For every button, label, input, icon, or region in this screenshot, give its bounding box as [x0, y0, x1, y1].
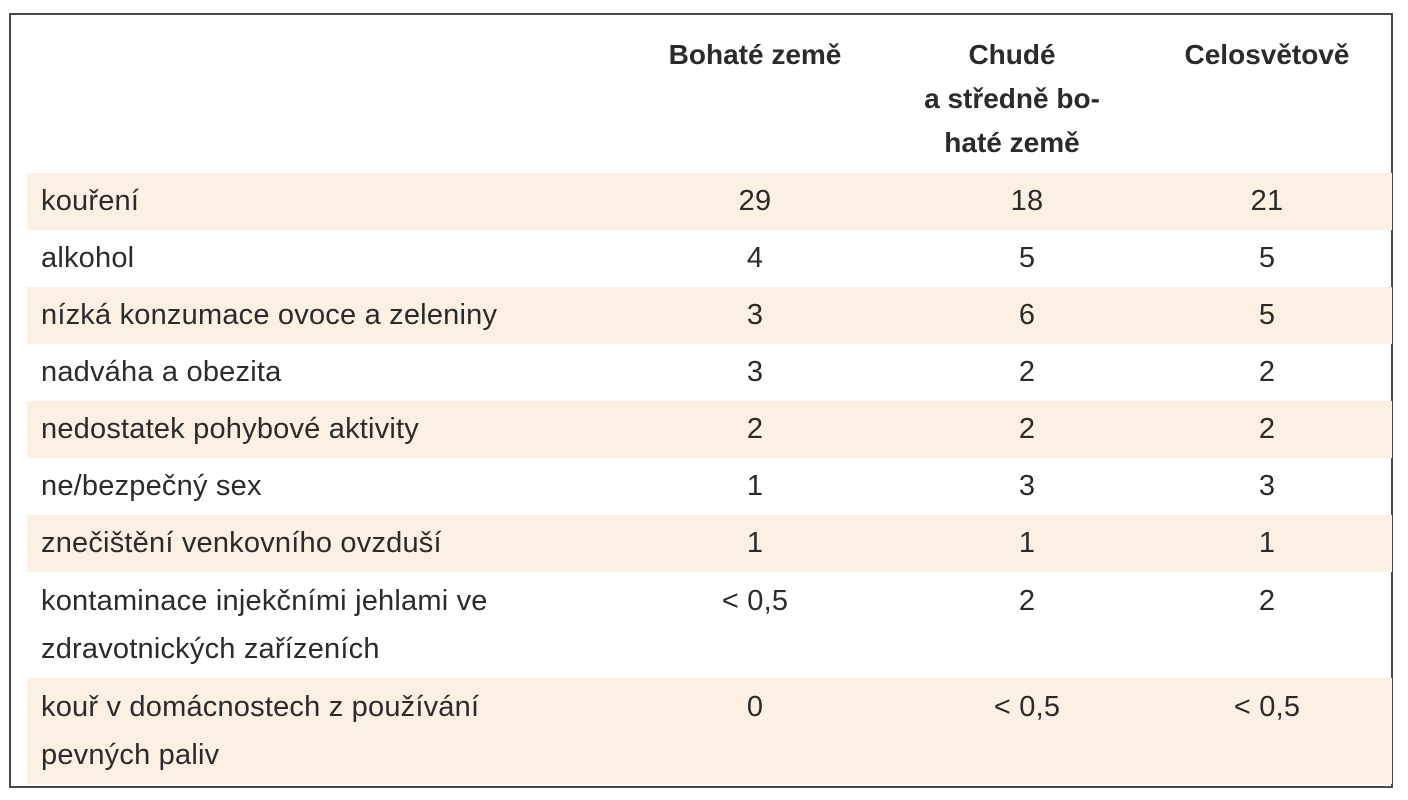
table-row — [27, 173, 1392, 230]
row-label: nedostatek pohybové aktivity — [41, 413, 419, 445]
cell-rich: 2 — [746, 413, 764, 445]
cell-worldwide: 5 — [1258, 299, 1276, 331]
row-label: nadváha a obezita — [41, 356, 282, 388]
column-header-poor-countries: Chudé a středně bo- haté země — [924, 39, 1100, 158]
cell-rich: 3 — [746, 299, 764, 331]
table-row — [27, 572, 1392, 678]
column-header-worldwide: Celosvětově — [1184, 39, 1350, 70]
cell-rich: 3 — [746, 356, 764, 388]
column-header-rich-countries: Bohaté země — [668, 39, 842, 70]
table-row — [27, 458, 1392, 515]
cell-rich: 29 — [738, 185, 772, 217]
table-row — [27, 401, 1392, 458]
cell-poor: 1 — [1018, 527, 1036, 559]
cell-worldwide: 2 — [1258, 413, 1276, 445]
cell-worldwide: 3 — [1258, 470, 1276, 502]
row-label: alkohol — [41, 242, 135, 274]
row-label: kouř v domácnostech z používání pevných paliv — [41, 691, 480, 771]
row-label: ne/bezpečný sex — [41, 470, 262, 502]
cell-poor: 5 — [1018, 242, 1036, 274]
cell-worldwide: 2 — [1258, 585, 1276, 617]
row-label: kontaminace injekčními jehlami ve zdravotnických zařízeních — [41, 585, 488, 665]
row-label: kouření — [41, 185, 140, 217]
table-frame — [9, 13, 1393, 788]
table-row — [27, 344, 1392, 401]
cell-worldwide: 1 — [1258, 527, 1276, 559]
cell-poor: 2 — [1018, 356, 1036, 388]
cell-rich: 1 — [746, 470, 764, 502]
cell-poor: 18 — [1010, 185, 1044, 217]
cell-poor: 2 — [1018, 413, 1036, 445]
cell-rich: 0 — [746, 691, 764, 723]
row-label: znečištění venkovního ovzduší — [41, 527, 442, 559]
table-row — [27, 515, 1392, 572]
cell-rich: < 0,5 — [721, 585, 789, 617]
table-row — [27, 287, 1392, 344]
cell-poor: < 0,5 — [993, 691, 1061, 723]
cell-rich: 1 — [746, 527, 764, 559]
table-row — [27, 678, 1392, 784]
cell-poor: 6 — [1018, 299, 1036, 331]
table-header-row — [27, 15, 1392, 173]
risk-factor-table — [27, 15, 1392, 784]
cell-worldwide: 5 — [1258, 242, 1276, 274]
cell-worldwide: 21 — [1250, 185, 1284, 217]
cell-worldwide: 2 — [1258, 356, 1276, 388]
row-label: nízká konzumace ovoce a zeleniny — [41, 299, 498, 331]
table-row — [27, 230, 1392, 287]
cell-rich: 4 — [746, 242, 764, 274]
cell-poor: 3 — [1018, 470, 1036, 502]
cell-worldwide: < 0,5 — [1233, 691, 1301, 723]
cell-poor: 2 — [1018, 585, 1036, 617]
